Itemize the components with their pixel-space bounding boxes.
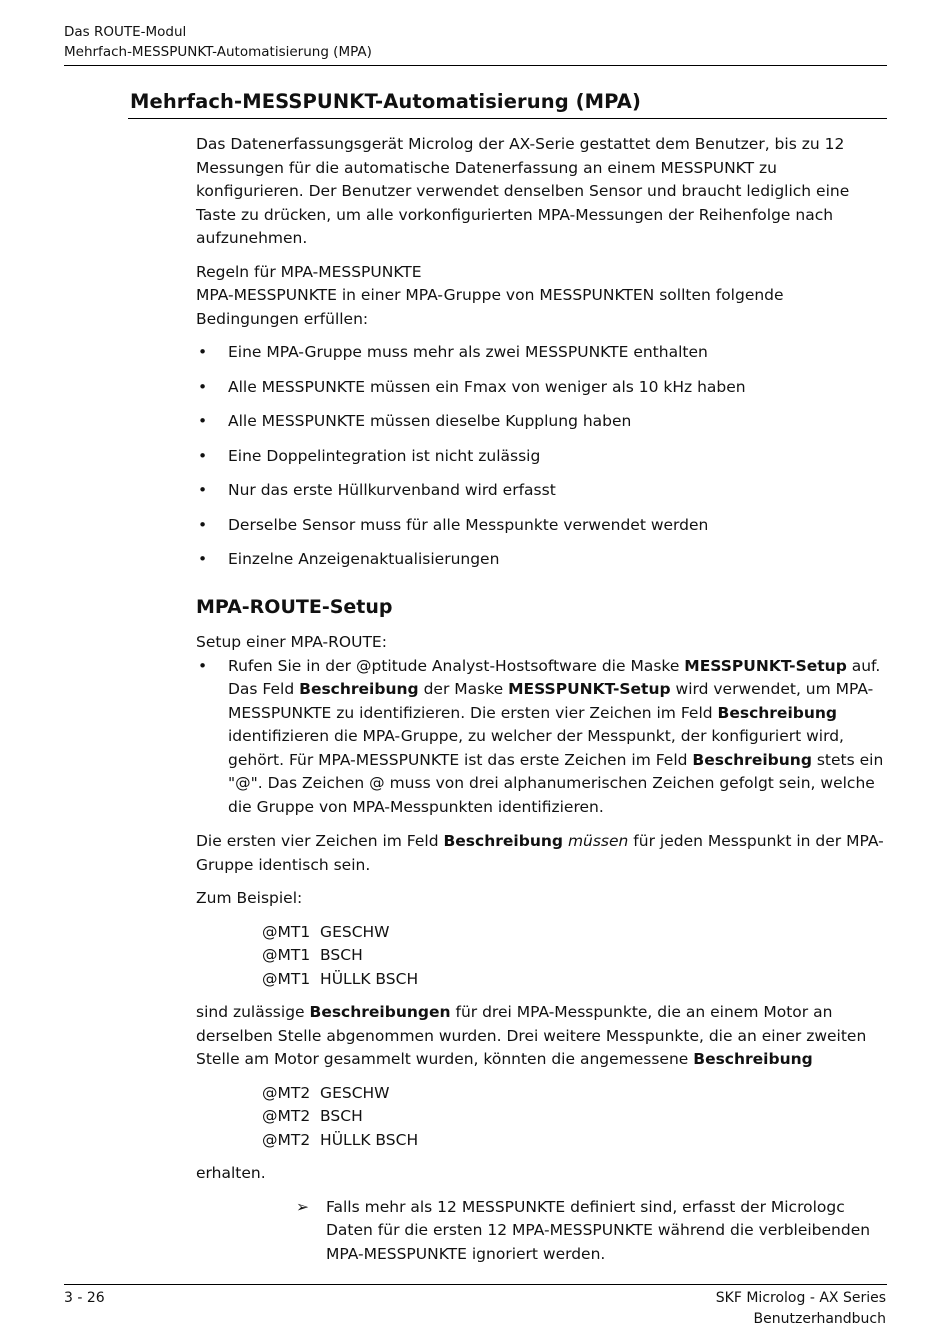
bullet-icon: •: [198, 656, 208, 675]
bullet-icon: •: [198, 446, 208, 465]
footer-doc-title: Benutzerhandbuch: [753, 1311, 886, 1327]
list-item: • Eine Doppelintegration ist nicht zulässig: [196, 445, 886, 469]
running-header: [64, 22, 887, 62]
example-line: @MT2 HÜLLK BSCH: [262, 1130, 419, 1149]
example-line: @MT1 BSCH: [262, 946, 363, 964]
list-item: [196, 655, 886, 820]
bullet-icon: •: [198, 412, 208, 430]
example-line: @MT2 BSCH: [262, 1107, 363, 1125]
bullet-icon: •: [198, 550, 208, 568]
rules-intro: MPA-MESSPUNKTE in einer MPA-Gruppe von MESSPUNKTEN sollten folgende Bedingungen erfüllen:: [196, 286, 784, 328]
bullet-icon: •: [198, 515, 208, 534]
arrow-bullet-icon: ➢: [296, 1197, 309, 1216]
rules-heading: Regeln für MPA-MESSPUNKTE: [196, 262, 422, 281]
note: [296, 1196, 886, 1267]
list-item: • Derselbe Sensor muss für alle Messpunkte verwendet werden: [196, 514, 886, 538]
list-item: • Eine MPA-Gruppe muss mehr als zwei MESSPUNKTE enthalten: [196, 341, 886, 365]
identical-paragraph: Die ersten vier Zeichen im Feld Beschreibung müssen für jeden Messpunkt in der MPA-Gruppe identisch sein.: [196, 832, 884, 874]
received-text: erhalten.: [196, 1164, 266, 1182]
header-section: Mehrfach-MESSPUNKT-Automatisierung (MPA): [64, 44, 372, 60]
note-text: Falls mehr als 12 MESSPUNKTE definiert sind, erfasst der Micrologc Daten für die ersten 12 MPA-MESSPUNKTE während die verbleibenden MPA-MESSPUNKTE ignoriert werden.: [326, 1197, 871, 1263]
setup-instruction: Rufen Sie in der @ptitude Analyst-Hostsoftware die Maske MESSPUNKT-Setup auf. Das Feld Beschreibung der Maske MESSPUNKT-Setup wird verwendet, um MPA-MESSPUNKTE zu identifizieren. Die ersten vier Zeichen im Feld Beschreibung identifizieren die MPA-Gruppe, zu welcher der Messpunkt, der konfiguriert wird, gehört. Für MPA-MESSPUNKTE ist das erste Zeichen im Feld Beschreibung stets ein "@". Das Zeichen @ muss von drei alphanumerischen Zeichen gefolgt sein, welche die Gruppe von MPA-Messpunkten identifizieren.: [228, 656, 884, 816]
valid-paragraph: sind zulässige Beschreibungen für drei MPA-Messpunkte, die an einem Motor an derselben Stelle abgenommen wurden. Drei weitere Messpunkte, die an einer zweiten Stelle am Motor gesammelt wurden, könnten die angemessene Beschreibung: [196, 1003, 867, 1068]
example-block-2: [262, 1082, 886, 1153]
bullet-icon: •: [198, 481, 208, 499]
list-item: • Alle MESSPUNKTE müssen ein Fmax von weniger als 10 kHz haben: [196, 376, 886, 400]
list-item: • Alle MESSPUNKTE müssen dieselbe Kupplung haben: [196, 410, 886, 434]
header-chapter: Das ROUTE-Modul: [64, 24, 187, 40]
main-content: [196, 133, 886, 1266]
intro-paragraph: Das Datenerfassungsgerät Microlog der AX-Serie gestattet dem Benutzer, bis zu 12 Messungen für die automatische Datenerfassung an einem MESSPUNKT zu konfigurieren. Der Benutzer verwendet denselben Sensor und braucht lediglich eine Taste zu drücken, um alle vorkonfigurierten MPA-Messungen der Reihenfolge nach aufzunehmen.: [196, 135, 850, 247]
setup-title: MPA-ROUTE-Setup: [196, 595, 393, 618]
example-intro: Zum Beispiel:: [196, 889, 303, 907]
example-block-1: [262, 921, 886, 992]
example-line: @MT1 GESCHW: [262, 922, 390, 941]
setup-list: [196, 655, 886, 820]
footer-divider: [64, 1284, 887, 1285]
example-line: @MT2 GESCHW: [262, 1083, 390, 1102]
example-line: @MT1 HÜLLK BSCH: [262, 969, 419, 988]
page-number: 3 - 26: [64, 1290, 105, 1306]
bullet-icon: •: [198, 343, 208, 361]
section-title: Mehrfach-MESSPUNKT-Automatisierung (MPA): [130, 90, 641, 113]
setup-heading: Setup einer MPA-ROUTE:: [196, 633, 387, 651]
section-title-divider: [128, 118, 887, 119]
footer-product: SKF Microlog - AX Series: [715, 1290, 886, 1306]
bullet-icon: •: [198, 377, 208, 396]
footer-document-info: [716, 1288, 886, 1330]
rules-list: [196, 341, 886, 572]
list-item: • Nur das erste Hüllkurvenband wird erfasst: [196, 479, 886, 503]
header-divider: [64, 65, 887, 66]
list-item: • Einzelne Anzeigenaktualisierungen: [196, 548, 886, 572]
